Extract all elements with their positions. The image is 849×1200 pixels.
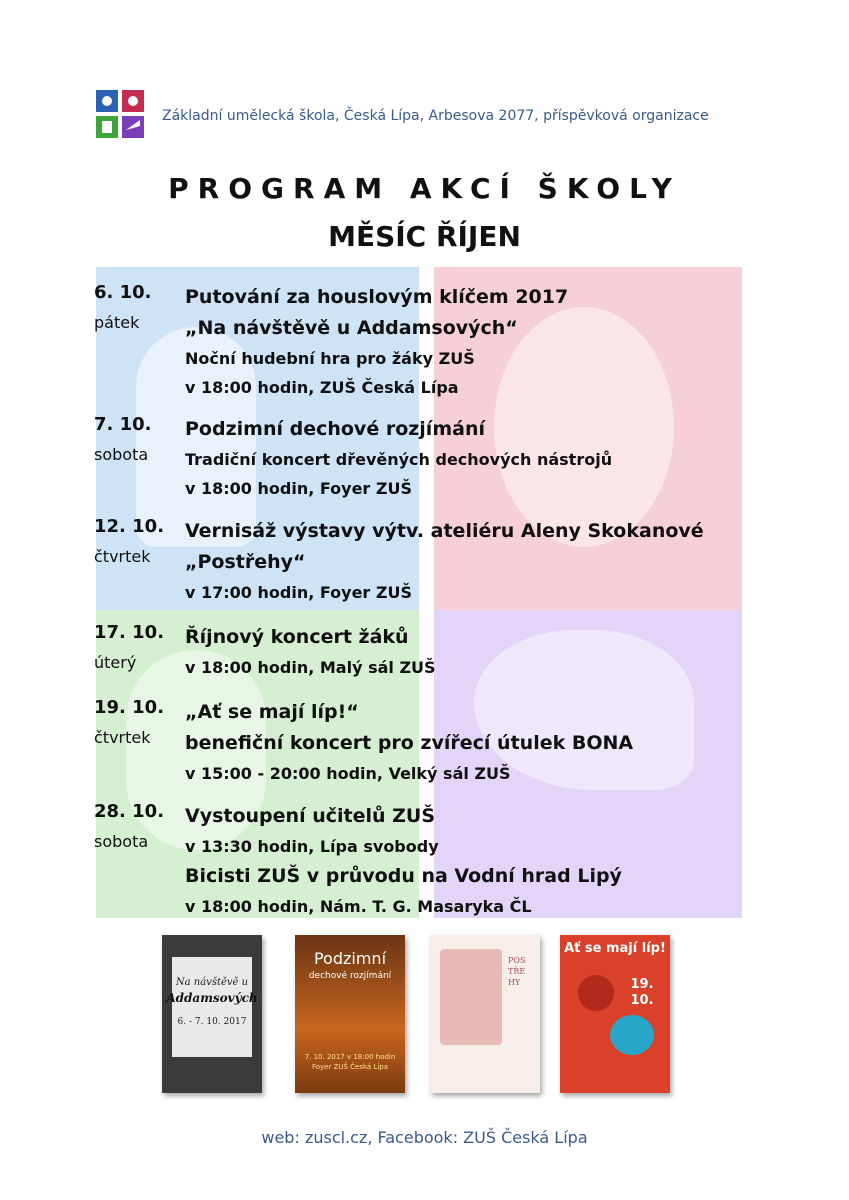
event-date: 17. 10. [94,622,165,643]
event-date: 28. 10. [94,801,165,822]
event-subtitle: „Postřehy“ [185,551,306,573]
event-title: Říjnový koncert žáků [185,626,409,648]
school-header [96,88,756,138]
poster-at-se-maji-lip: Ať se mají líp! 19. 10. [560,935,670,1093]
poster-postrehy: POSTŘEHY [430,935,540,1093]
event-title: Vernisáž výstavy výtv. ateliéru Aleny Skokanové [185,520,704,542]
event-date: 19. 10. [94,697,165,718]
event-time-place: v 18:00 hodin, ZUŠ Česká Lípa [185,378,459,397]
poster-podzimni: Podzimní dechové rozjímání 7. 10. 2017 v 18:00 hodin Foyer ZUŠ Česká Lípa [295,935,405,1093]
event-day: sobota [94,832,149,851]
event-title: „Ať se mají líp!“ [185,701,359,723]
event-time-place: v 18:00 hodin, Foyer ZUŠ [185,479,412,498]
event-day: úterý [94,653,137,672]
event-day: sobota [94,445,149,464]
event-date: 12. 10. [94,516,165,537]
event-date: 7. 10. [94,414,152,435]
event-description: Noční hudební hra pro žáky ZUŠ [185,349,475,368]
event-time-place: v 18:00 hodin, Malý sál ZUŠ [185,658,436,677]
event-day: čtvrtek [94,547,151,566]
event-day: pátek [94,313,140,332]
event-title: Putování za houslovým klíčem 2017 [185,286,569,308]
school-name: Základní umělecká škola, Česká Lípa, Arbesova 2077, příspěvková organizace [162,108,709,124]
event-title: Podzimní dechové rozjímání [185,418,485,440]
event-day: čtvrtek [94,728,151,747]
event-time-place: v 13:30 hodin, Lípa svobody [185,837,439,856]
event-title: Bicisti ZUŠ v průvodu na Vodní hrad Lipý [185,865,622,887]
event-description: benefiční koncert pro zvířecí útulek BONA [185,732,634,754]
school-logo-icon [96,90,144,138]
event-time-place: v 17:00 hodin, Foyer ZUŠ [185,583,412,602]
poster-addams: Na návštěvě u Addamsových 6. - 7. 10. 2017 [162,935,262,1093]
event-time-place: v 15:00 - 20:00 hodin, Velký sál ZUŠ [185,764,511,783]
footer-links: web: zuscl.cz, Facebook: ZUŠ Česká Lípa [261,1128,588,1147]
page-title: PROGRAM AKCÍ ŠKOLY [168,172,681,205]
event-time-place: v 18:00 hodin, Nám. T. G. Masaryka ČL [185,897,532,916]
event-date: 6. 10. [94,282,152,303]
poster-gallery [0,935,849,1095]
page-subtitle: MĚSÍC ŘÍJEN [328,220,521,253]
event-subtitle: „Na návštěvě u Addamsových“ [185,317,518,339]
event-description: Tradiční koncert dřevěných dechových nástrojů [185,450,613,469]
event-title: Vystoupení učitelů ZUŠ [185,805,436,827]
